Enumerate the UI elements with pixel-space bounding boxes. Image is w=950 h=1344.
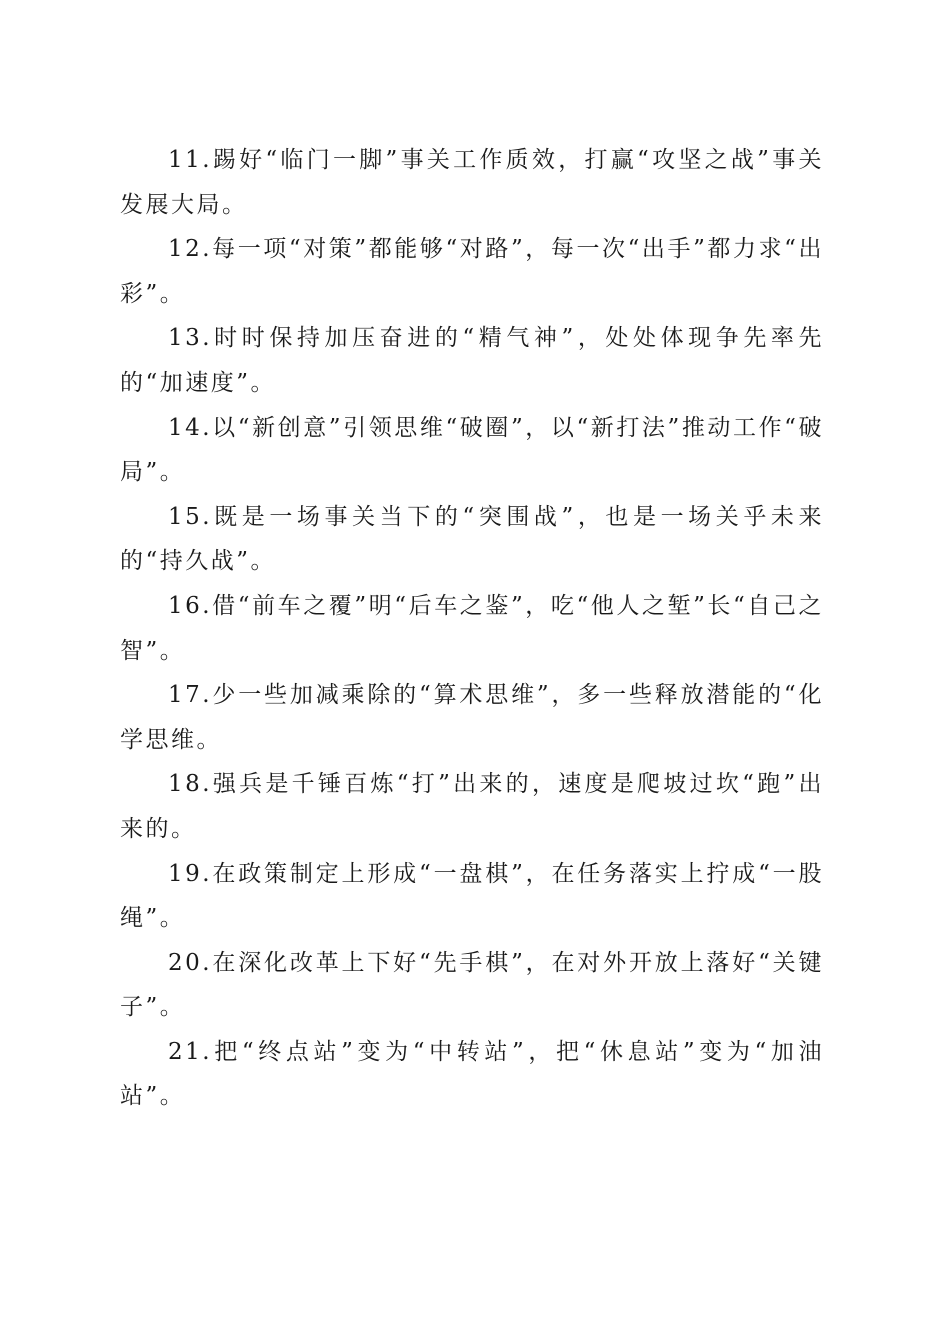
paragraph-20: 20.在深化改革上下好“先手棋”，在对外开放上落好“关键子”。 [120, 949, 824, 1021]
document-body [120, 138, 824, 1119]
paragraph-17: 17.少一些加减乘除的“算术思维”，多一些释放潜能的“化学思维。 [120, 682, 824, 753]
paragraph-11: 11.踢好“临门一脚”事关工作质效，打赢“攻坚之战”事关发展大局。 [120, 147, 824, 218]
paragraph-12: 12.每一项“对策”都能够“对路”，每一次“出手”都力求“出彩”。 [120, 236, 824, 307]
paragraph-15: 15.既是一场事关当下的“突围战”，也是一场关乎未来的“持久战”。 [120, 503, 824, 575]
paragraph-13: 13.时时保持加压奋进的“精气神”，处处体现争先率先的“加速度”。 [120, 325, 824, 396]
paragraph-18: 18.强兵是千锤百炼“打”出来的，速度是爬坡过坎“跑”出来的。 [120, 771, 824, 842]
paragraph-14: 14.以“新创意”引领思维“破圈”，以“新打法”推动工作“破局”。 [120, 414, 824, 486]
paragraph-19: 19.在政策制定上形成“一盘棋”，在任务落实上拧成“一股绳”。 [120, 860, 824, 932]
paragraph-16: 16.借“前车之覆”明“后车之鉴”，吃“他人之堑”长“自己之智”。 [120, 592, 824, 664]
paragraph-21: 21.把“终点站”变为“中转站”，把“休息站”变为“加油站”。 [120, 1038, 824, 1110]
